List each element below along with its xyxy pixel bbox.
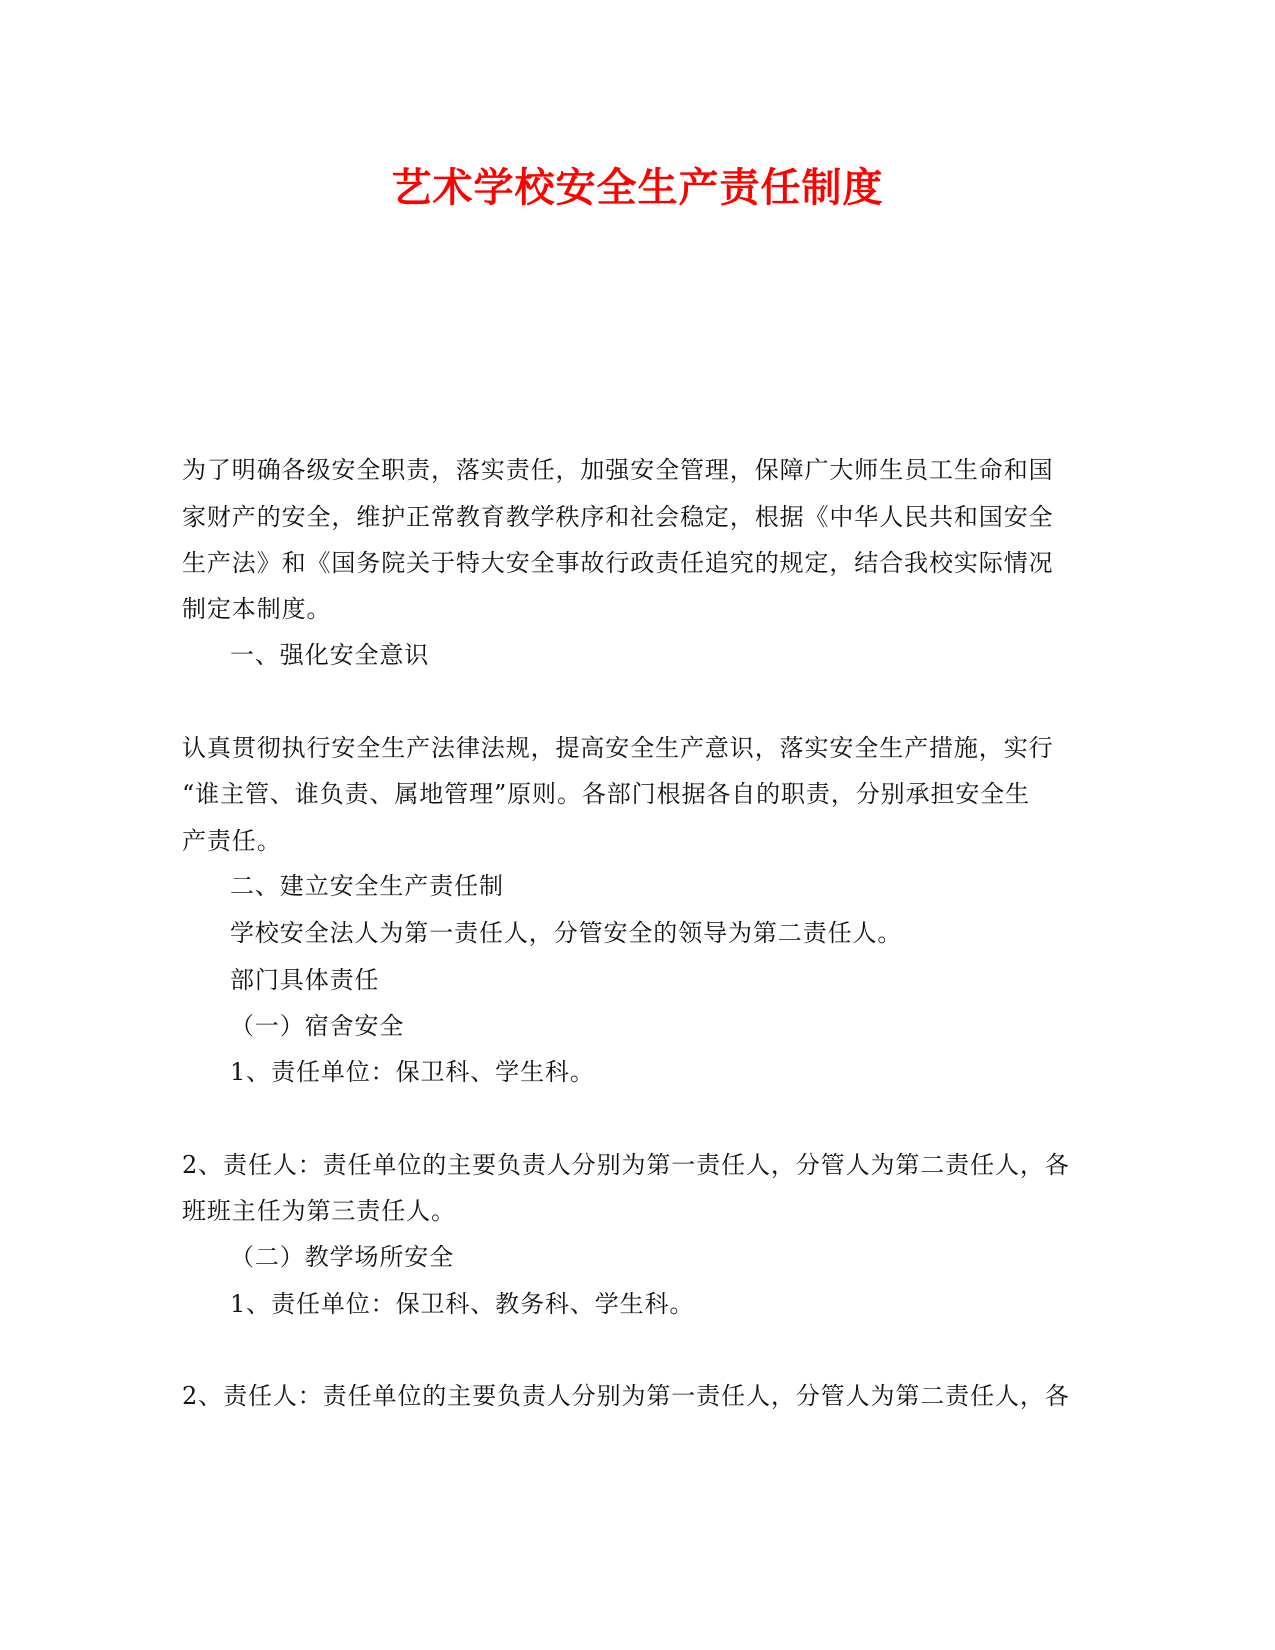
paragraph-line: 生产法》和《国务院关于特大安全事故行政责任追究的规定，结合我校实际情况	[182, 549, 1054, 577]
section-heading: 一、强化安全意识	[230, 641, 430, 669]
paragraph-line: “谁主管、谁负责、属地管理”原则。各部门根据各自的职责，分别承担安全生	[182, 780, 1031, 808]
paragraph-line: 班班主任为第三责任人。	[182, 1197, 456, 1225]
list-item: 1、责任单位：保卫科、教务科、学生科。	[230, 1290, 695, 1318]
section-heading: 二、建立安全生产责任制	[230, 872, 504, 900]
list-item: 1、责任单位：保卫科、学生科。	[230, 1058, 595, 1086]
document-title: 艺术学校安全生产责任制度	[391, 164, 884, 211]
list-item: 2、责任人：责任单位的主要负责人分别为第一责任人，分管人为第二责任人，各	[182, 1151, 1070, 1179]
paragraph-line: 为了明确各级安全职责，落实责任，加强安全管理，保障广大师生员工生命和国	[182, 456, 1054, 484]
subsection-heading: （二）教学场所安全	[230, 1243, 455, 1271]
paragraph-line: 家财产的安全，维护正常教育教学秩序和社会稳定，根据《中华人民共和国安全	[182, 503, 1054, 531]
paragraph-line: 部门具体责任	[230, 966, 380, 994]
paragraph-line: 认真贯彻执行安全生产法律法规，提高安全生产意识，落实安全生产措施，实行	[182, 734, 1054, 762]
paragraph-line: 产责任。	[182, 827, 282, 855]
list-item: 2、责任人：责任单位的主要负责人分别为第一责任人，分管人为第二责任人，各	[182, 1382, 1070, 1410]
paragraph-line: 制定本制度。	[182, 595, 332, 623]
paragraph-line: 学校安全法人为第一责任人，分管安全的领导为第二责任人。	[230, 919, 903, 947]
subsection-heading: （一）宿舍安全	[230, 1012, 405, 1040]
